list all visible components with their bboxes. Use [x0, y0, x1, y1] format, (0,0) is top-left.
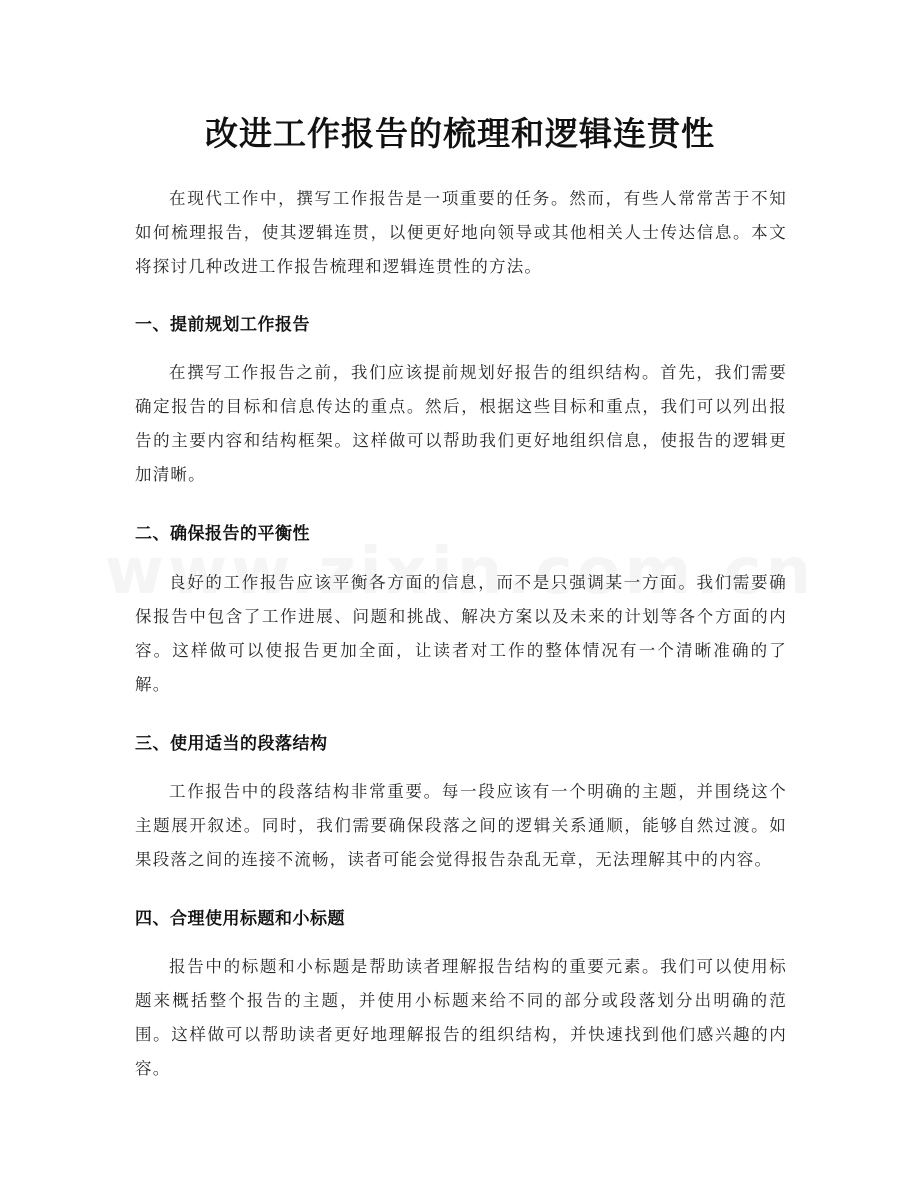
section-heading-2: 二、确保报告的平衡性 [135, 524, 310, 544]
section-body-3: 工作报告中的段落结构非常重要。每一段应该有一个明确的主题，并围绕这个主题展开叙述。同时，我们需要确保段落之间的逻辑关系通顺，能够自然过渡。如果段落之间的连接不流畅，读者可能会觉得报告杂乱无章，无法理解其中的内容。 [135, 782, 787, 869]
section-heading-1: 一、提前规划工作报告 [135, 315, 310, 335]
section-heading-4: 四、合理使用标题和小标题 [135, 909, 345, 929]
document-title: 改进工作报告的梳理和逻辑连贯性 [205, 114, 715, 153]
intro-paragraph: 在现代工作中，撰写工作报告是一项重要的任务。然而，有些人常常苦于不知如何梳理报告，使其逻辑连贯，以便更好地向领导或其他相关人士传达信息。本文将探讨几种改进工作报告梳理和逻辑连贯性的方法。 [135, 189, 787, 276]
section-heading-3: 三、使用适当的段落结构 [135, 734, 328, 754]
section-body-1: 在撰写工作报告之前，我们应该提前规划好报告的组织结构。首先，我们需要确定报告的目标和信息传达的重点。然后，根据这些目标和重点，我们可以列出报告的主要内容和结构框架。这样做可以帮助我们更好地组织信息，使报告的逻辑更加清晰。 [135, 363, 787, 484]
section-body-2: 良好的工作报告应该平衡各方面的信息，而不是只强调某一方面。我们需要确保报告中包含了工作进展、问题和挑战、解决方案以及未来的计划等各个方面的内容。这样做可以使报告更加全面，让读者对工作的整体情况有一个清晰准确的了解。 [135, 573, 787, 694]
section-body-4: 报告中的标题和小标题是帮助读者理解报告结构的重要元素。我们可以使用标题来概括整个报告的主题，并使用小标题来给不同的部分或段落划分出明确的范围。这样做可以帮助读者更好地理解报告的组织结构，并快速找到他们感兴趣的内容。 [135, 957, 787, 1078]
